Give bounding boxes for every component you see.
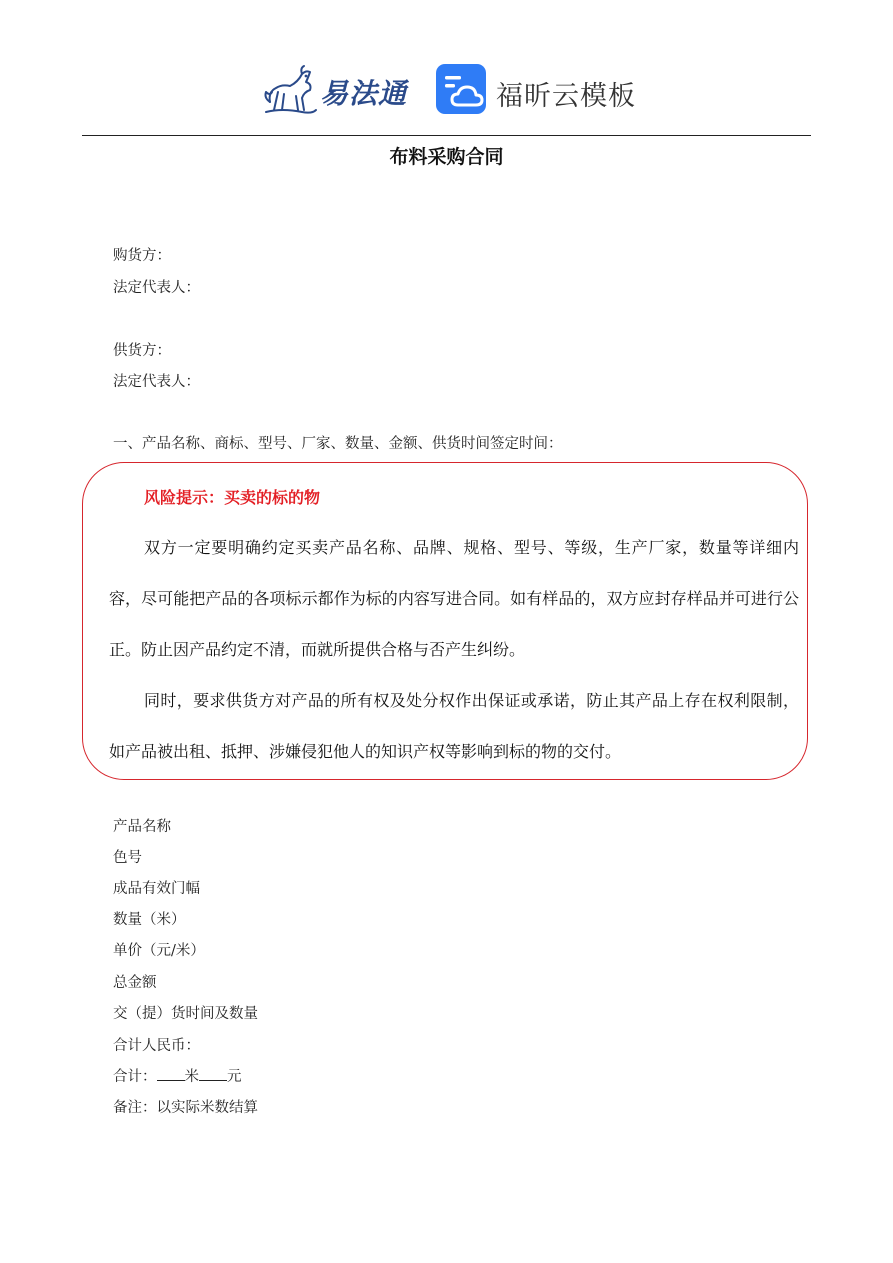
field-unit-price: 单价（元/米） [113,943,205,959]
field-color-number: 色号 [113,850,142,866]
risk-notice-paragraph-2: 同时，要求供货方对产品的所有权及处分权作出保证或承诺，防止其产品上存在权利限制，如产品被出租、抵押、涉嫌侵犯他人的知识产权等影响到标的物的交付。 [109,691,799,761]
supplier-representative-line: 法定代表人： [113,374,200,390]
field-total-line [113,1065,242,1086]
meter-blank [157,1068,185,1081]
yifatong-logo [262,62,412,118]
field-remark: 备注：以实际米数结算 [113,1100,258,1116]
qilin-icon [262,62,318,118]
field-effective-width: 成品有效门幅 [113,881,200,897]
buyer-line: 购货方： [113,248,171,264]
risk-notice-title: 风险提示：买卖的标的物 [144,488,321,507]
buyer-representative-line: 法定代表人： [113,280,200,296]
header-divider [82,135,811,136]
header [0,58,893,126]
supplier-line: 供货方： [113,343,171,359]
field-rmb-total: 合计人民币： [113,1038,200,1054]
risk-notice-paragraph-1: 双方一定要明确约定买卖产品名称、品牌、规格、型号、等级，生产厂家，数量等详细内容，尽可能把产品的各项标示都作为标的内容写进合同。如有样品的，双方应封存样品并可进行公正。防止因产品约定不清，而就所提供合格与否产生纠纷。 [109,538,799,659]
foxit-cloud-template-text: 福昕云模板 [496,81,636,112]
meter-unit: 米 [184,1069,199,1085]
yuan-unit: 元 [227,1069,242,1085]
field-product-name: 产品名称 [113,819,171,835]
cloud-document-icon [436,64,486,114]
field-delivery-time-quantity: 交（提）货时间及数量 [113,1006,258,1022]
field-quantity: 数量（米） [113,912,186,928]
field-total-amount: 总金额 [113,975,157,991]
foxit-cloud-template-logo [436,64,636,120]
contract-title: 布料采购合同 [389,146,504,168]
section-1-heading: 一、产品名称、商标、型号、厂家、数量、金额、供货时间签定时间： [113,436,563,452]
total-prefix: 合计： [113,1069,157,1085]
yuan-blank [199,1068,227,1081]
yifatong-logo-text: 易法通 [320,77,408,110]
